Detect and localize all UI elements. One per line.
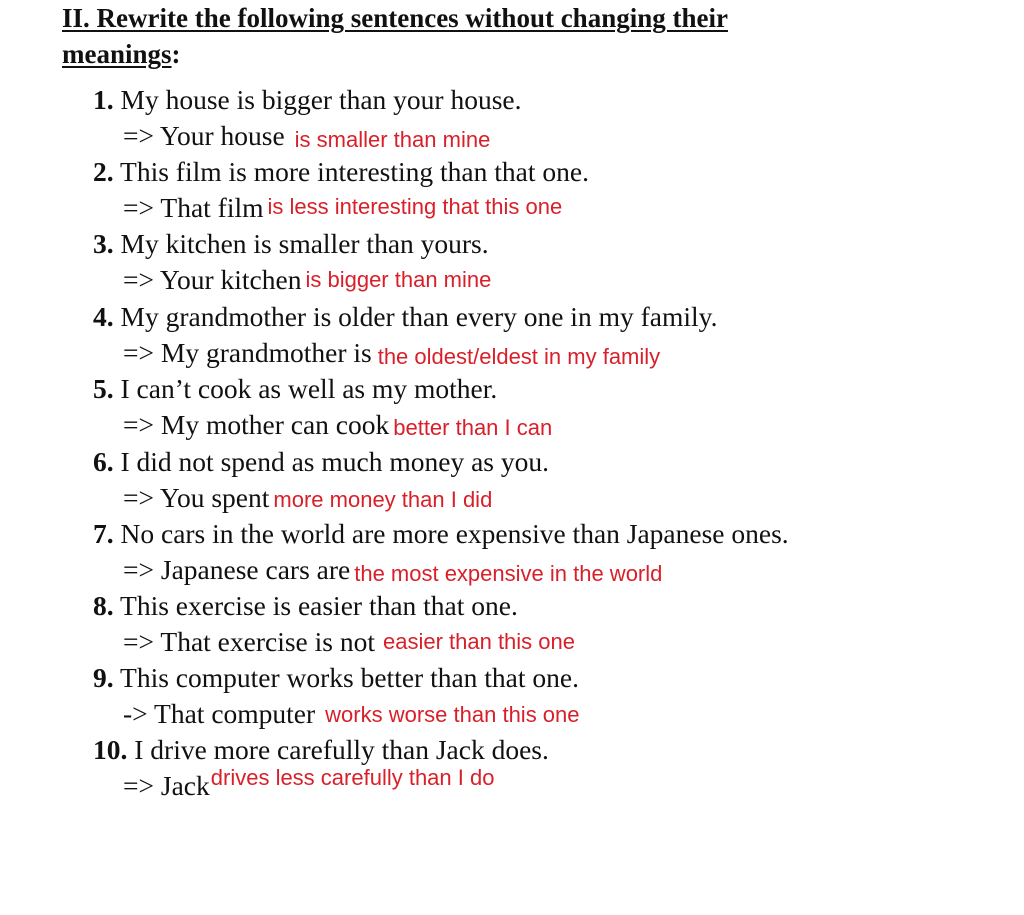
heading-meanings: meanings — [62, 39, 172, 69]
question-sentence: This film is more interesting than that one. — [120, 156, 589, 187]
answer-line-3 — [93, 262, 993, 298]
question-number: 1. — [93, 84, 114, 115]
handwritten-answer: easier than this one — [382, 629, 576, 654]
answer-prompt: => Your house — [123, 120, 285, 151]
answer-prompt: -> That computer — [123, 698, 316, 729]
question-3 — [93, 226, 993, 262]
exercise-item-8 — [93, 588, 993, 660]
heading-line-2 — [62, 36, 962, 72]
exercise-item-4 — [93, 299, 993, 371]
exercise-item-3 — [93, 226, 993, 298]
answer-line-6 — [93, 480, 993, 516]
answer-line-1 — [93, 118, 993, 154]
answer-prompt: => Your kitchen — [123, 264, 302, 295]
answer-prompt: => Japanese cars are — [123, 554, 351, 585]
question-sentence: This exercise is easier than that one. — [120, 590, 518, 621]
answer-prompt: => That film — [123, 192, 264, 223]
question-number: 7. — [93, 518, 114, 549]
question-number: 9. — [93, 662, 114, 693]
handwritten-answer: is smaller than mine — [294, 127, 491, 152]
answer-prompt: => My grandmother is — [123, 337, 372, 368]
question-number: 2. — [93, 156, 114, 187]
question-9 — [93, 660, 993, 696]
answer-line-8 — [93, 624, 993, 660]
exercise-item-2 — [93, 154, 993, 226]
question-number: 4. — [93, 301, 114, 332]
handwritten-answer: works worse than this one — [325, 702, 580, 727]
answer-prompt: => My mother can cook — [123, 409, 390, 440]
answer-prompt: => You spent — [123, 482, 270, 513]
question-sentence: I can’t cook as well as my mother. — [120, 373, 498, 404]
handwritten-answer: more money than I did — [273, 487, 493, 512]
exercise-heading — [62, 0, 962, 72]
handwritten-answer: is less interesting that this one — [267, 194, 563, 219]
answer-line-2 — [93, 190, 993, 226]
handwritten-answer: better than I can — [393, 415, 553, 440]
question-number: 3. — [93, 228, 114, 259]
question-number: 6. — [93, 446, 114, 477]
exercise-item-1 — [93, 82, 993, 154]
question-7 — [93, 516, 993, 552]
question-sentence: I did not spend as much money as you. — [120, 446, 549, 477]
question-sentence: I drive more carefully than Jack does. — [134, 734, 549, 765]
heading-line-1: II. Rewrite the following sentences without changing their — [62, 3, 728, 33]
exercise-item-6 — [93, 444, 993, 516]
question-10 — [93, 732, 993, 768]
answer-line-9 — [93, 696, 993, 732]
question-4 — [93, 299, 993, 335]
exercise-item-9 — [93, 660, 993, 732]
heading-colon: : — [171, 39, 181, 69]
handwritten-answer: the oldest/eldest in my family — [377, 344, 661, 369]
question-sentence: My house is bigger than your house. — [120, 84, 522, 115]
question-1 — [93, 82, 993, 118]
question-sentence: My kitchen is smaller than yours. — [120, 228, 489, 259]
handwritten-answer: drives less carefully than I do — [210, 765, 495, 790]
exercise-item-7 — [93, 516, 993, 588]
answer-prompt: => That exercise is not — [123, 626, 375, 657]
question-5 — [93, 371, 993, 407]
answer-line-10 — [93, 765, 993, 804]
exercise-item-5 — [93, 371, 993, 443]
handwritten-answer: the most expensive in the world — [354, 561, 663, 586]
question-sentence: This computer works better than that one. — [120, 662, 579, 693]
answer-prompt: => Jack — [123, 770, 210, 801]
question-2 — [93, 154, 993, 190]
question-8 — [93, 588, 993, 624]
answer-line-7 — [93, 552, 993, 588]
answer-line-5 — [93, 407, 993, 443]
question-sentence: My grandmother is older than every one in my family. — [120, 301, 718, 332]
question-number: 10. — [93, 734, 128, 765]
exercise-item-10 — [93, 732, 993, 804]
question-6 — [93, 444, 993, 480]
answer-line-4 — [93, 335, 993, 371]
question-sentence: No cars in the world are more expensive than Japanese ones. — [120, 518, 789, 549]
question-number: 5. — [93, 373, 114, 404]
handwritten-answer: is bigger than mine — [305, 267, 492, 292]
question-number: 8. — [93, 590, 114, 621]
